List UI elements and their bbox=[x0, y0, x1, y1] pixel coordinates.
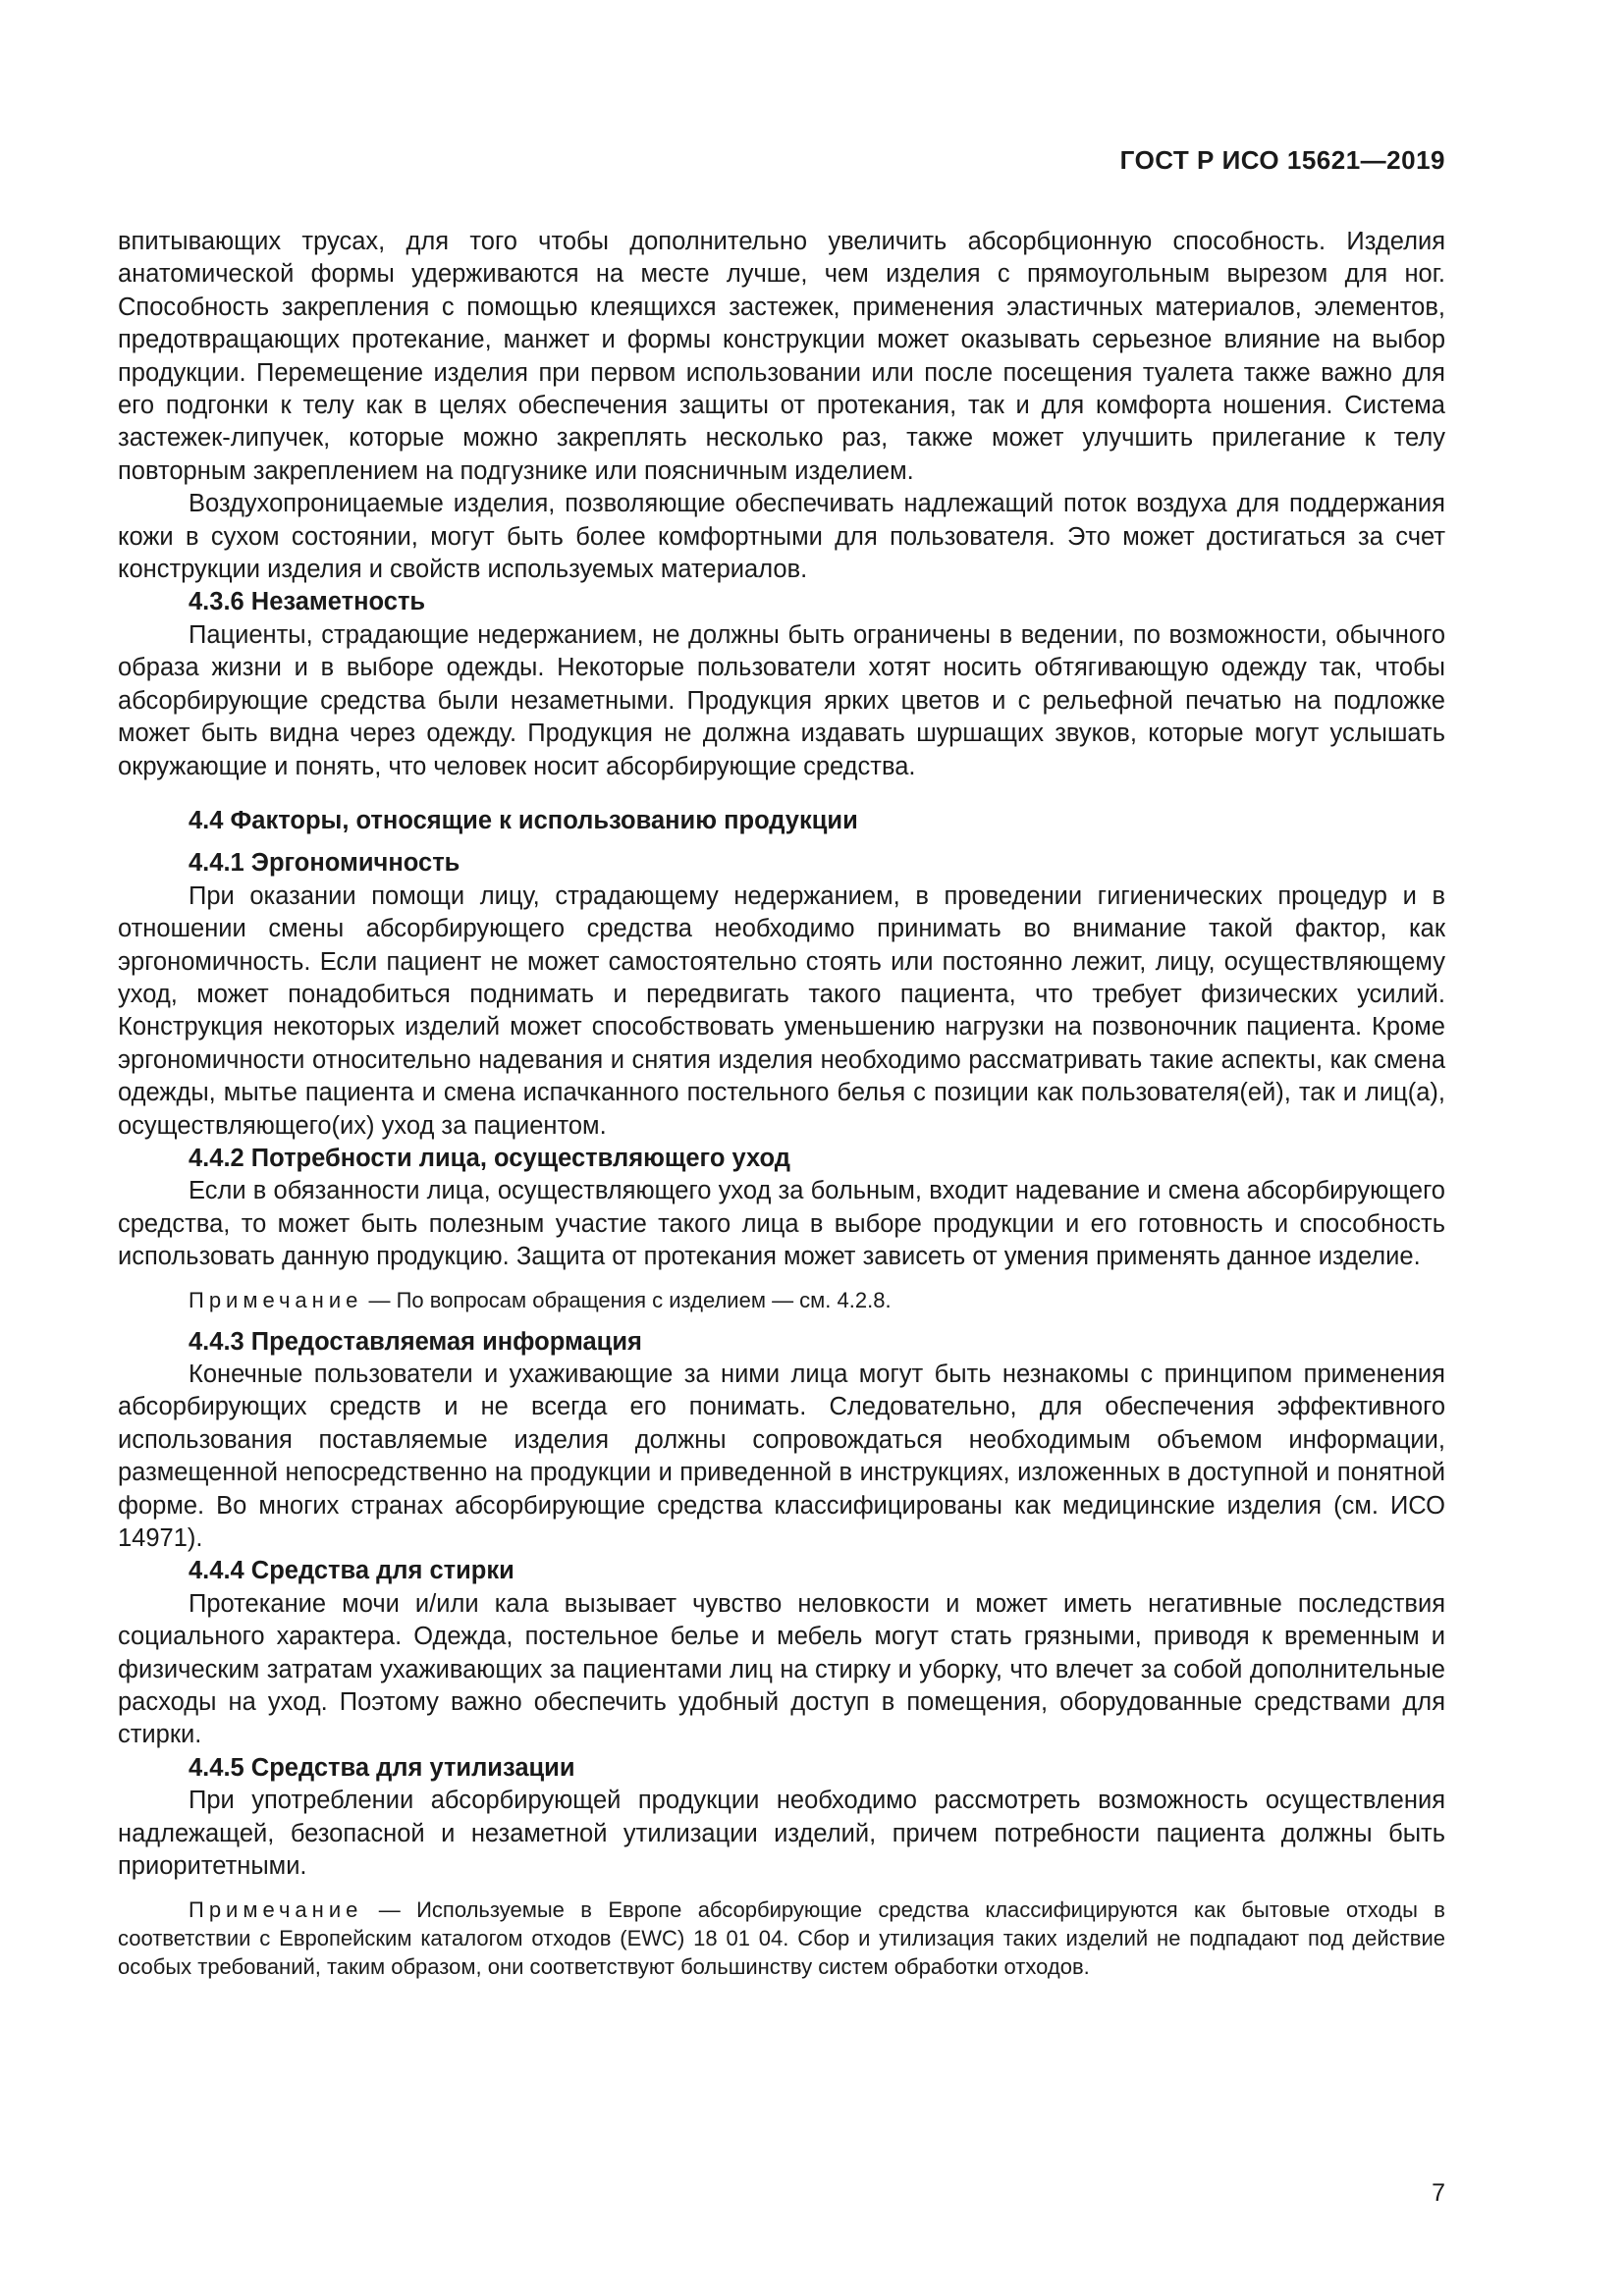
paragraph-disposal: При употреблении абсорбирующей продукции необходимо рассмотреть возможность осуществления надлежащей, безопасной и незаметной утилизации изделий, причем потребности пациента должны быть приоритетными. bbox=[118, 1787, 1445, 1881]
note-text: — Используемые в Европе абсорбирующие средства классифицируются как бытовые отходы в соответствии с Европейским каталогом отходов (EWC) 18 01 04. Сбор и утилизация таких изделий не подпадают под действие особых требований, таким образом, они соответствуют большинству систем обработки отходов. bbox=[118, 1896, 1445, 1979]
heading-4-4-3: 4.4.3 Предоставляемая информация bbox=[189, 1327, 642, 1356]
note-label: Примечание bbox=[189, 1896, 363, 1922]
heading-4-4-1: 4.4.1 Эргономичность bbox=[189, 849, 460, 878]
heading-4-4: 4.4 Факторы, относящие к использованию продукции bbox=[189, 806, 858, 834]
heading-4-4-5: 4.4.5 Средства для утилизации bbox=[189, 1753, 575, 1782]
heading-4-3-6: 4.3.6 Незаметность bbox=[189, 588, 426, 616]
heading-4-4-2: 4.4.2 Потребности лица, осуществляющего уход bbox=[189, 1144, 790, 1172]
paragraph-laundry: Протекание мочи и/или кала вызывает чувство неловкости и может иметь негативные последствия социального характера. Одежда, постельное белье и мебель могут стать грязными, приводя к временным и физическим затратам ухаживающих за пациентами лиц на стирку и уборку, что влечет за собой дополнительные расходы на уход. Поэтому важно обеспечить удобный доступ в помещения, оборудованные средствами для стирки. bbox=[118, 1589, 1445, 1749]
paragraph-breathable: Воздухопроницаемые изделия, позволяющие обеспечивать надлежащий поток воздуха для поддержания кожи в сухом состоянии, могут быть более комфортными для пользователя. Это может достигаться за счет конструкции изделия и свойств используемых материалов. bbox=[118, 490, 1445, 584]
note-handling bbox=[118, 1286, 1445, 1314]
paragraph-discreetness: Пациенты, страдающие недержанием, не должны быть ограничены в ведении, по возможности, обычного образа жизни и в выборе одежды. Некоторые пользователи хотят носить обтягивающую одежду так, чтобы абсорбирующие средства были незаметными. Продукция ярких цветов и с рельефной печатью на подложке может быть видна через одежду. Продукция не должна издавать шуршащих звуков, которые могут услышать окружающие и понять, что человек носит абсорбирующие средства. bbox=[118, 620, 1445, 780]
document-designation: ГОСТ Р ИСО 15621—2019 bbox=[1119, 145, 1445, 175]
page-number: 7 bbox=[1432, 2179, 1445, 2207]
paragraph-continuation: впитывающих трусах, для того чтобы дополнительно увеличить абсорбционную способность. Изделия анатомической формы удерживаются на месте лучше, чем изделия с прямоугольным вырезом для ног. Способность закрепления с помощью клеящихся застежек, применения эластичных материалов, элементов, предотвращающих протекание, манжет и формы конструкции может оказывать серьезное влияние на выбор продукции. Перемещение изделия при первом использовании или после посещения туалета также важно для его подгонки к телу как в целях обеспечения защиты от протекания, так и для комфорта ношения. Система застежек-липучек, которые можно закреплять несколько раз, также может улучшить прилегание к телу повторным закреплением на подгузнике или поясничным изделием. bbox=[118, 228, 1445, 485]
paragraph-information: Конечные пользователи и ухаживающие за ними лица могут быть незнакомы с принципом применения абсорбирующих средств и не всегда его понимать. Следовательно, для обеспечения эффективного использования поставляемые изделия должны сопровождаться необходимым объемом информации, размещенной непосредственно на продукции и приведенной в инструкциях, изложенных в доступной и понятной форме. Во многих странах абсорбирующие средства классифицированы как медицинские изделия (см. ИСО 14971). bbox=[118, 1361, 1445, 1553]
paragraph-ergonomics: При оказании помощи лицу, страдающему недержанием, в проведении гигиенических процедур и в отношении смены абсорбирующего средства необходимо принимать во внимание такой фактор, как эргономичность. Если пациент не может самостоятельно стоять или постоянно лежит, лицу, осуществляющему уход, может понадобиться поднимать и передвигать такого пациента, что требует физических усилий. Конструкция некоторых изделий может способствовать уменьшению нагрузки на позвоночник пациента. Кроме эргономичности относительно надевания и снятия изделия необходимо рассматривать такие аспекты, как смена одежды, мытье пациента и смена испачканного постельного белья с позиции как пользователя(ей), так и лиц(а), осуществляющего(их) уход за пациентом. bbox=[118, 881, 1445, 1140]
note-text: — По вопросам обращения с изделием — см. 4.2.8. bbox=[362, 1287, 892, 1312]
paragraph-caregiver-needs: Если в обязанности лица, осуществляющего уход за больным, входит надевание и смена абсорбирующего средства, то может быть полезным участие такого лица в выборе продукции и его готовность и способность использовать данную продукцию. Защита от протекания может зависеть от умения применять данное изделие. bbox=[118, 1177, 1445, 1271]
note-waste bbox=[118, 1896, 1445, 1981]
note-label: Примечание bbox=[189, 1287, 363, 1312]
heading-4-4-4: 4.4.4 Средства для стирки bbox=[189, 1557, 514, 1585]
page-body bbox=[118, 226, 1445, 1993]
